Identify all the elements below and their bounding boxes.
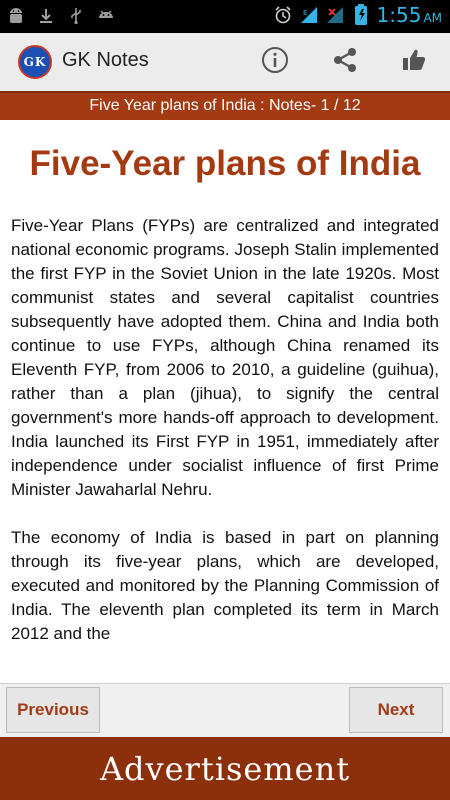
alarm-icon bbox=[273, 5, 293, 25]
status-time: 1:55 AM bbox=[376, 3, 442, 27]
signal-icon bbox=[299, 5, 319, 25]
app-logo-text: GK bbox=[23, 55, 47, 69]
action-bar bbox=[0, 33, 450, 92]
battery-icon bbox=[351, 5, 371, 25]
svg-text:E: E bbox=[302, 9, 307, 17]
notes-header: Five Year plans of India : Notes- 1 / 12 bbox=[0, 91, 450, 120]
previous-button[interactable]: Previous bbox=[6, 687, 100, 733]
advertisement-label: Advertisement bbox=[99, 749, 351, 788]
usb-icon bbox=[66, 6, 86, 26]
like-button[interactable] bbox=[398, 46, 430, 78]
notification-icons bbox=[6, 6, 116, 26]
system-icons bbox=[273, 3, 442, 27]
bottom-nav bbox=[0, 683, 450, 738]
paragraph: Five-Year Plans (FYPs) are centralized and integrated national economic programs. Joseph Stalin implemented the first FYP in the Soviet Union in the late 1920s. Most communist states and several capitalist countries subsequently have adopted them. China and India both continue to use FYPs, although China renamed its Eleventh FYP, from 2006 to 2010, a guideline (guihua), rather than a plan (jihua), to signify the central government's more hands-off approach to development. India launched its First FYP in 1951, immediately after independence under socialist influence of first Prime Minister Jawaharlal Nehru. bbox=[11, 216, 439, 499]
app-logo bbox=[18, 45, 52, 79]
download-icon bbox=[36, 6, 56, 26]
share-icon bbox=[330, 45, 360, 79]
no-signal-icon bbox=[325, 5, 345, 25]
app-title: GK Notes bbox=[62, 49, 149, 71]
advertisement-banner[interactable] bbox=[0, 737, 450, 800]
thumbs-up-icon bbox=[400, 46, 428, 78]
android-icon bbox=[6, 6, 26, 26]
next-button[interactable]: Next bbox=[349, 687, 443, 733]
status-bar bbox=[0, 0, 450, 33]
paragraph: The economy of India is based in part on planning through its five-year plans, which are developed, executed and monitored by the Planning Commission of India. The eleventh plan completed its term in March 2012 and the bbox=[11, 528, 439, 643]
android-debug-icon bbox=[96, 6, 116, 26]
share-button[interactable] bbox=[329, 46, 361, 78]
notes-content[interactable] bbox=[0, 118, 450, 683]
info-icon bbox=[261, 46, 289, 78]
page-title: Five-Year plans of India bbox=[29, 144, 421, 183]
info-button[interactable] bbox=[259, 46, 291, 78]
